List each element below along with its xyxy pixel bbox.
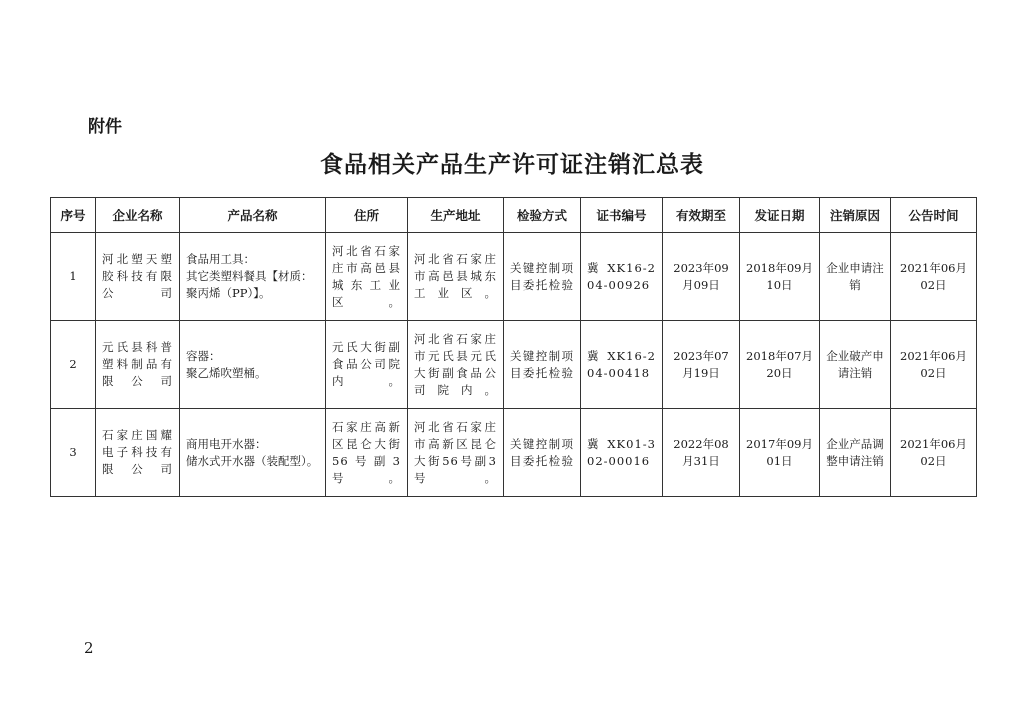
header-production-address: 生产地址	[408, 198, 504, 233]
header-company: 企业名称	[96, 198, 180, 233]
cell-issue-date: 2018年07月20日	[740, 321, 820, 409]
cell-certificate: 冀XK01-302-00016	[581, 409, 663, 497]
page-number: 2	[84, 639, 94, 657]
cell-announce-date: 2021年06月02日	[891, 321, 977, 409]
cell-inspection: 关键控制项目委托检验	[504, 321, 581, 409]
cell-company: 元氏县科普塑料制品有限公司	[96, 321, 180, 409]
cell-residence: 元氏大街副食品公司院内。	[326, 321, 408, 409]
cell-company: 石家庄国耀电子科技有限公司	[96, 409, 180, 497]
cell-residence: 石家庄高新区昆仑大街56号副3号。	[326, 409, 408, 497]
header-certificate: 证书编号	[581, 198, 663, 233]
cell-product	[180, 233, 326, 321]
cell-announce-date: 2021年06月02日	[891, 233, 977, 321]
product-category: 商用电开水器：	[186, 436, 267, 451]
cell-inspection: 关键控制项目委托检验	[504, 233, 581, 321]
cell-valid-until: 2023年09月09日	[663, 233, 740, 321]
cell-certificate: 冀XK16-204-00926	[581, 233, 663, 321]
cell-reason: 企业申请注销	[820, 233, 891, 321]
header-no: 序号	[51, 198, 96, 233]
cell-no: 1	[51, 233, 96, 321]
table-row	[51, 321, 977, 409]
header-product: 产品名称	[180, 198, 326, 233]
product-category: 食品用工具：	[186, 252, 255, 266]
header-inspection: 检验方式	[504, 198, 581, 233]
cell-company: 河北塑天塑胶科技有限公司	[96, 233, 180, 321]
cell-announce-date: 2021年06月02日	[891, 409, 977, 497]
cell-issue-date: 2018年09月10日	[740, 233, 820, 321]
header-announce-date: 公告时间	[891, 198, 977, 233]
header-residence: 住所	[326, 198, 408, 233]
cell-no: 2	[51, 321, 96, 409]
product-detail: 储水式开水器（装配型）。	[186, 453, 319, 468]
cell-valid-until: 2023年07月19日	[663, 321, 740, 409]
cell-residence: 河北省石家庄市高邑县城东工业区。	[326, 233, 408, 321]
cell-reason: 企业产品调整申请注销	[820, 409, 891, 497]
table-row	[51, 233, 977, 321]
table-header-row	[51, 198, 977, 233]
header-issue-date: 发证日期	[740, 198, 820, 233]
cell-production-address: 河北省石家庄市高邑县城东工业区。	[408, 233, 504, 321]
cell-inspection: 关键控制项目委托检验	[504, 409, 581, 497]
table-row	[51, 409, 977, 497]
license-cancellation-table	[50, 197, 977, 497]
cell-product	[180, 321, 326, 409]
cell-issue-date: 2017年09月01日	[740, 409, 820, 497]
cell-reason: 企业破产申请注销	[820, 321, 891, 409]
product-detail: 聚乙烯吹塑桶。	[186, 365, 267, 380]
cell-valid-until: 2022年08月31日	[663, 409, 740, 497]
cell-product	[180, 409, 326, 497]
cell-no: 3	[51, 409, 96, 497]
attachment-label: 附件	[88, 117, 122, 137]
header-valid-until: 有效期至	[663, 198, 740, 233]
cell-production-address: 河北省石家庄市元氏县元氏大街副食品公司院内。	[408, 321, 504, 409]
cell-production-address: 河北省石家庄市高新区昆仑大街56号副3号。	[408, 409, 504, 497]
product-category: 容器：	[186, 348, 221, 363]
header-reason: 注销原因	[820, 198, 891, 233]
cell-certificate: 冀XK16-204-00418	[581, 321, 663, 409]
document-title: 食品相关产品生产许可证注销汇总表	[320, 151, 704, 178]
product-detail: 其它类塑料餐具【材质：聚丙烯（PP）】。	[186, 269, 313, 300]
